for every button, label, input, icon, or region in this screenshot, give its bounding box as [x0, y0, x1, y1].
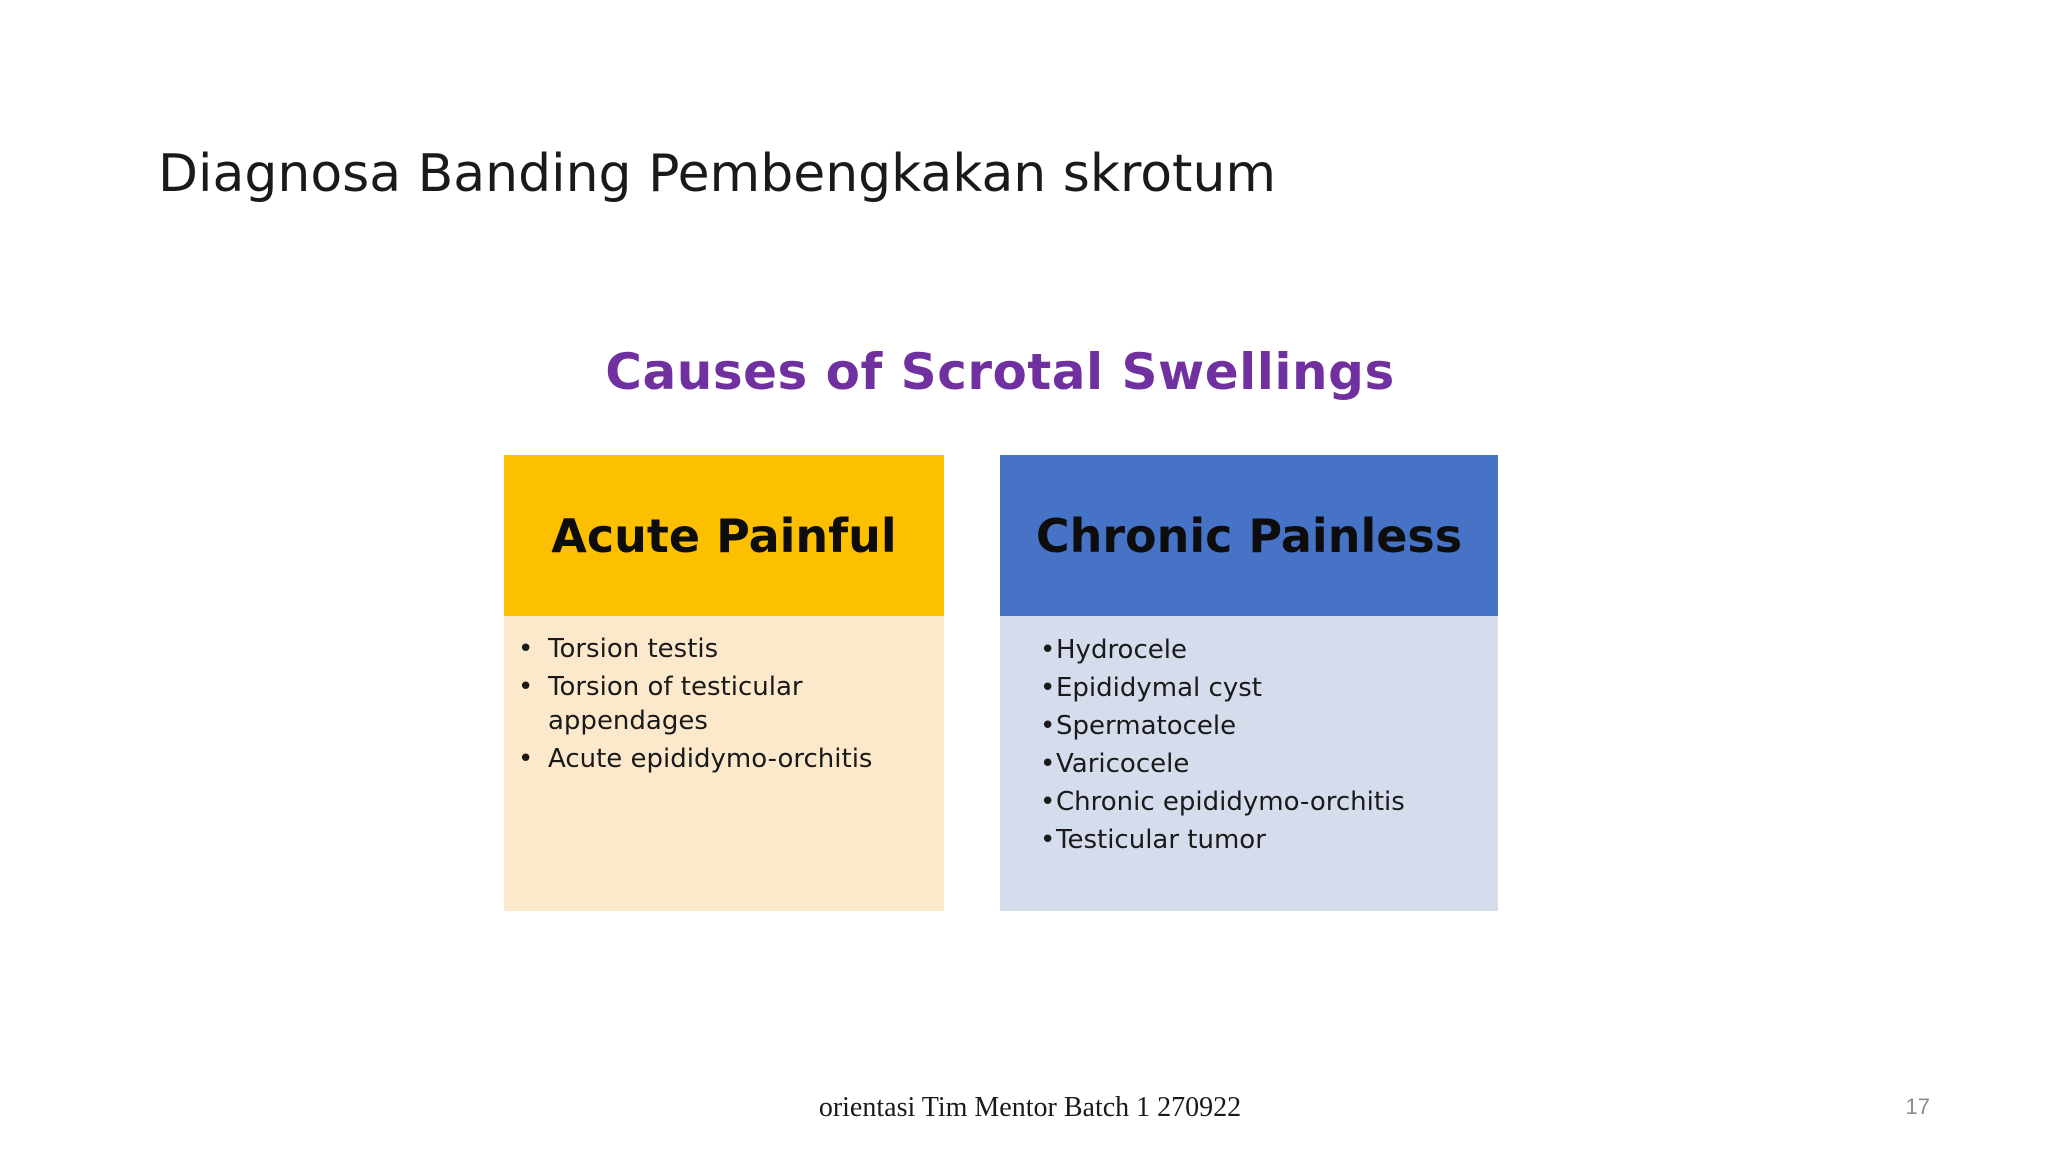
figure-title: Causes of Scrotal Swellings: [605, 343, 1395, 401]
bullet-icon: •: [1040, 825, 1056, 855]
bullet-icon: •: [1040, 787, 1056, 817]
list-item: [1040, 709, 1478, 743]
list-item-text: Torsion of testicular appendages: [548, 672, 803, 736]
bullet-icon: •: [1040, 711, 1056, 741]
list-item-text: Hydrocele: [1056, 635, 1187, 665]
list-item-text: Spermatocele: [1056, 711, 1237, 741]
slide-title: Diagnosa Banding Pembengkakan skrotum: [158, 144, 1277, 204]
list-item: [518, 632, 924, 666]
chronic-causes-list: [1000, 616, 1498, 857]
bullet-icon: •: [1040, 749, 1056, 779]
list-item-text: Chronic epididymo-orchitis: [1056, 787, 1405, 817]
slide-footer: orientasi Tim Mentor Batch 1 270922: [818, 1092, 1242, 1123]
list-item-text: Epididymal cyst: [1056, 673, 1262, 703]
panel-chronic-painless: [1000, 455, 1498, 911]
bullet-icon: •: [1040, 635, 1056, 665]
list-item-text: Varicocele: [1056, 749, 1190, 779]
panel-heading-acute-painful: Acute Painful: [504, 455, 944, 616]
bullet-icon: •: [518, 634, 534, 664]
list-item-text: Acute epididymo-orchitis: [548, 744, 873, 774]
bullet-icon: •: [1040, 673, 1056, 703]
bullet-icon: •: [518, 672, 534, 702]
list-item: [1040, 785, 1478, 819]
panel-heading-chronic-painless: Chronic Painless: [1000, 455, 1498, 616]
list-item: [1040, 633, 1478, 667]
list-item: [518, 742, 924, 776]
list-item-text: Torsion testis: [548, 634, 719, 664]
list-item: [1040, 747, 1478, 781]
list-item-text: Testicular tumor: [1056, 825, 1266, 855]
bullet-icon: •: [518, 744, 534, 774]
list-item: [1040, 671, 1478, 705]
panel-acute-painful: [504, 455, 944, 911]
list-item: [1040, 823, 1478, 857]
page-number: 17: [1905, 1094, 1930, 1119]
list-item: [518, 670, 924, 738]
acute-causes-list: [504, 616, 944, 776]
